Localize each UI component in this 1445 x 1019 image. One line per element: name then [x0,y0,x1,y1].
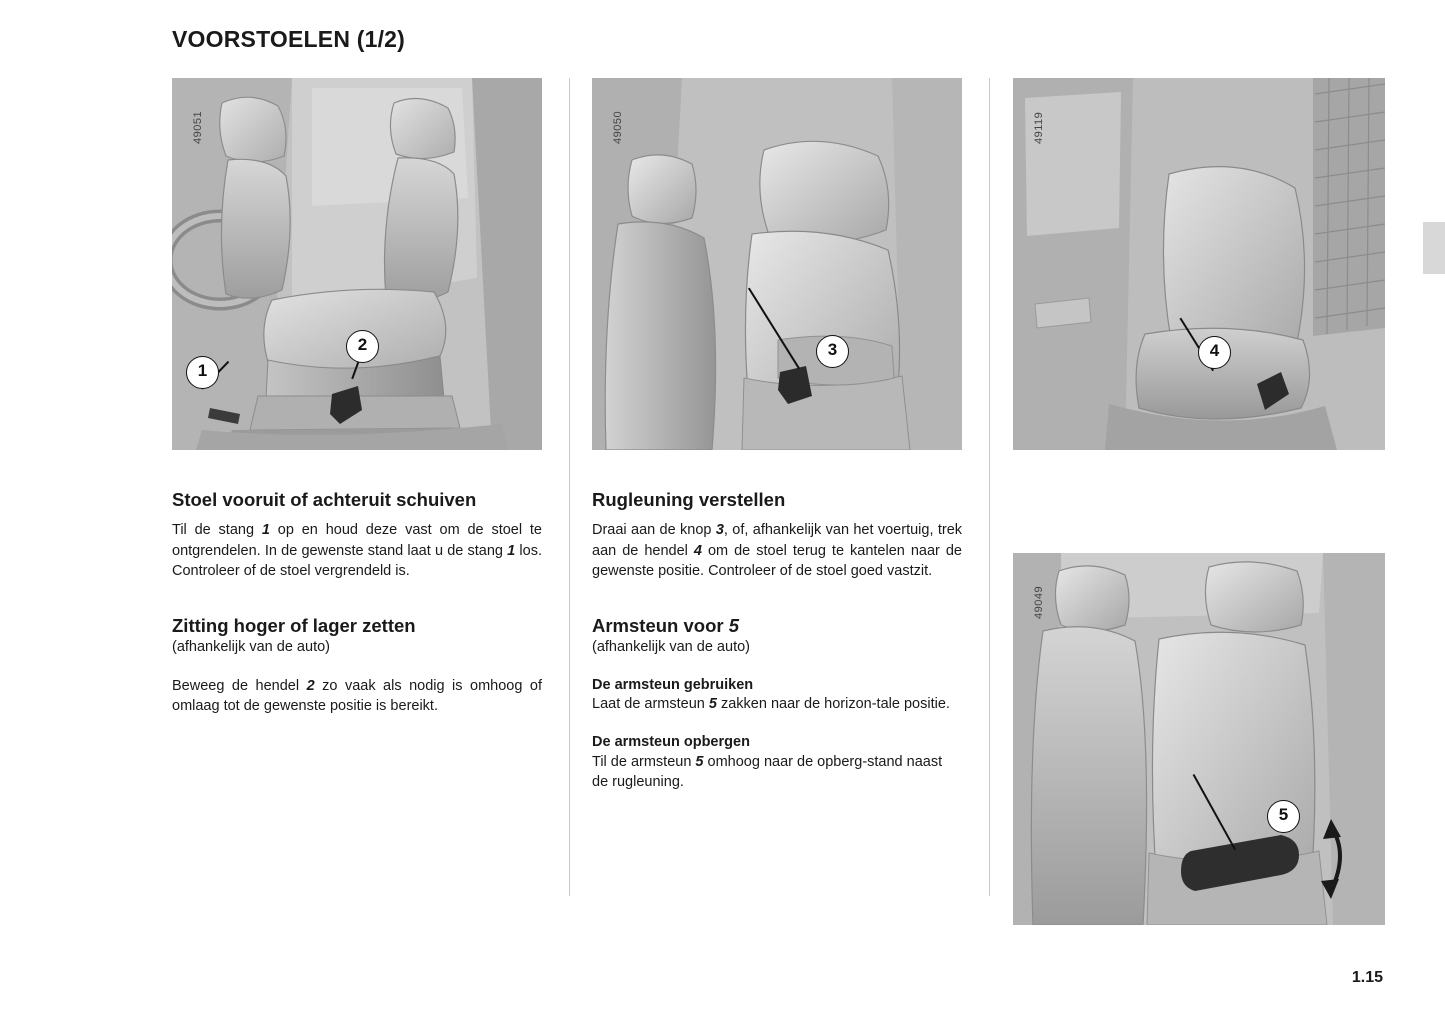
paragraph-seat-height [172,676,542,717]
callout-3: 3 [816,335,849,368]
figure-id: 49051 [192,110,204,144]
text-part: Til de stang [172,522,262,539]
column-divider [569,78,570,896]
reference-number: 1 [507,542,516,559]
text-part: , of, afhankelijk van het voertuig, trek aan de hendel [592,522,963,559]
column-right [1013,78,1385,925]
figure-id: 49119 [1033,111,1045,144]
paragraph-armrest-store [592,752,962,793]
column-divider [989,78,990,896]
text-part: Laat de armsteun [592,696,709,713]
text-part: zo vaak als nodig is omhoog of omlaag tot de gewenste positie is bereikt. [172,677,543,715]
heading-seat-slide: Stoel vooruit of achteruit schuiven [172,489,477,510]
text-part: los. Controleer of de stoel vergrendeld is. [172,542,543,580]
callout-2: 2 [346,330,379,363]
text-part: Draai aan de knop [592,522,716,539]
section-edge-tab [1423,222,1445,274]
page-number: 1.15 [1351,969,1383,986]
text-part: op en houd deze vast om de stoel te ontgrendelen. In de gewenste stand laat u de stang [172,522,542,559]
figure-illustration [172,78,542,450]
text-part: Beweeg de hendel [172,677,307,694]
heading-backrest-adjust: Rugleuning verstellen [592,489,786,510]
text-part: om de stoel terug te kantelen naar de gewenste positie. Controleer of de stoel goed vastzit. [592,542,962,580]
reference-number: 2 [306,677,315,694]
subtitle-vehicle-dependent: (afhankelijk van de auto) [592,638,750,655]
paragraph-seat-slide [172,520,542,582]
text-part: omhoog naar de opberg-stand naast de rugleuning. [592,753,943,791]
reference-number: 1 [261,522,270,539]
figure-id: 49050 [612,110,624,144]
reference-number: 5 [708,696,717,713]
figure-armrest [1013,553,1385,925]
reference-number: 5 [728,614,740,636]
column-middle [592,78,962,793]
reference-number: 4 [693,542,702,559]
callout-4: 4 [1198,336,1231,369]
subtitle-vehicle-dependent: (afhankelijk van de auto) [172,638,330,655]
figure-illustration [1013,553,1385,925]
text-part: zakken naar de horizon-tale positie. [716,696,950,713]
figure-illustration [592,78,962,450]
text-part: Armsteun voor [592,614,729,636]
page-title: VOORSTOELEN (1/2) [172,26,406,52]
heading-armrest [592,614,962,637]
reference-number: 3 [715,522,724,539]
figure-backrest-lever [1013,78,1385,450]
column-left [172,78,542,717]
callout-5: 5 [1267,800,1300,833]
paragraph-armrest-use [592,694,962,715]
reference-number: 5 [695,753,704,770]
figure-illustration [1013,78,1385,450]
callout-1: 1 [186,356,219,389]
paragraph-backrest-adjust [592,520,962,582]
figure-id: 49049 [1033,585,1045,619]
heading-armrest-use: De armsteun gebruiken [592,676,754,693]
heading-armrest-store: De armsteun opbergen [592,733,750,750]
figure-front-seat-slide [172,78,542,450]
text-part: Til de armsteun [592,753,696,770]
heading-seat-height: Zitting hoger of lager zetten [172,614,416,636]
figure-backrest-knob [592,78,962,450]
